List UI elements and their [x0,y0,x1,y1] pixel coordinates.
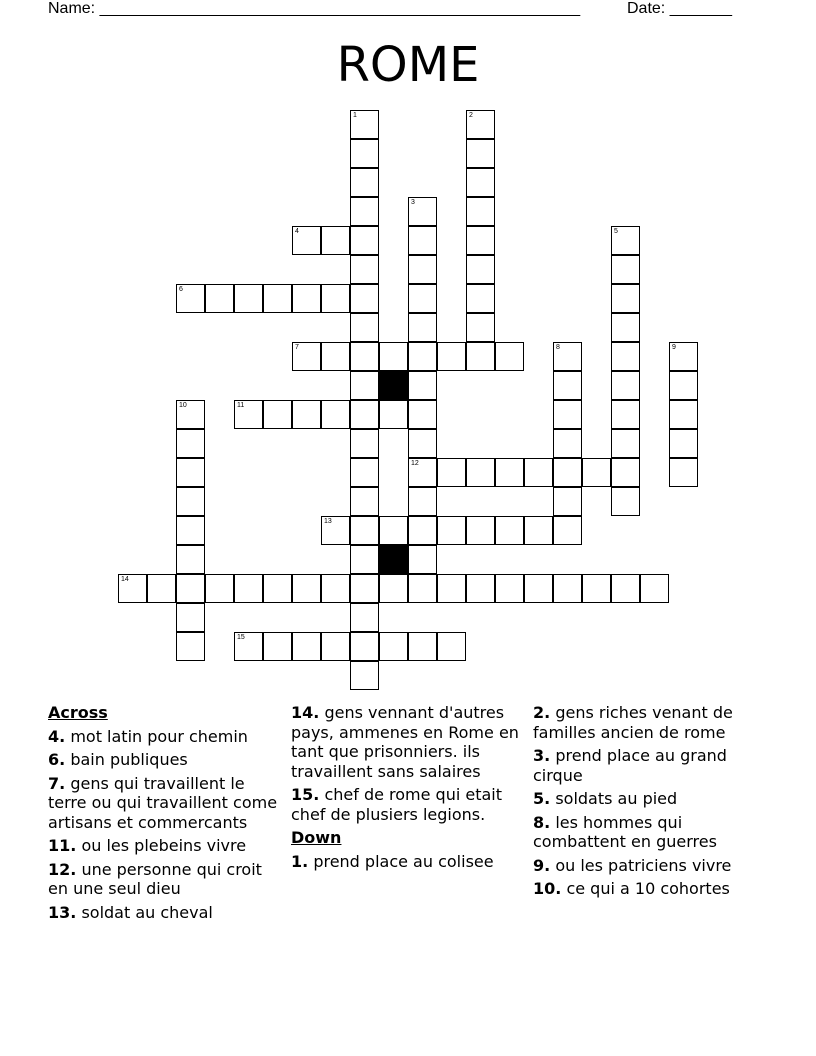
grid-cell[interactable] [611,313,640,342]
cell-number: 13 [324,518,332,525]
grid-cell[interactable] [611,226,640,255]
name-field: Name: ______________________________________________________ [48,0,581,17]
grid-cell[interactable] [611,255,640,284]
grid-cell[interactable] [176,603,205,632]
cell-number: 6 [179,286,183,293]
grid-cell[interactable] [408,197,437,226]
grid-cell[interactable] [292,574,321,603]
grid-cell[interactable] [466,139,495,168]
clue-down-8: 8. les hommes qui combattent en guerres [533,812,717,851]
clue-across-15: 15. chef de rome qui etait chef de plusiers legions. [291,785,503,824]
cell-number: 4 [295,228,299,235]
grid-cell[interactable] [321,516,350,545]
grid-cell[interactable] [321,226,350,255]
grid-cell[interactable] [176,487,205,516]
cell-number: 9 [672,344,676,351]
grid-cell[interactable] [234,284,263,313]
grid-cell[interactable] [263,284,292,313]
clue-across-13: 13. soldat au cheval [48,902,213,922]
cell-number: 15 [237,634,245,641]
grid-cell[interactable] [466,226,495,255]
grid-cell[interactable] [176,429,205,458]
cell-number: 10 [179,402,187,409]
grid-cell[interactable] [408,516,437,545]
grid-cell[interactable] [263,574,292,603]
grid-cell[interactable] [466,197,495,226]
grid-cell[interactable] [466,284,495,313]
grid-cell[interactable] [176,284,205,313]
grid-cell[interactable] [350,197,379,226]
grid-cell[interactable] [234,574,263,603]
grid-cell[interactable] [350,342,379,371]
grid-cell[interactable] [379,516,408,545]
clue-down-5: 5. soldats au pied [533,789,678,808]
grid-cell[interactable] [350,574,379,603]
grid-cell[interactable] [553,342,582,371]
grid-cell[interactable] [466,168,495,197]
clue-across-4: 4. mot latin pour chemin [48,726,248,746]
grid-cell[interactable] [408,226,437,255]
grid-cell[interactable] [350,516,379,545]
grid-cell[interactable] [350,661,379,690]
grid-cell[interactable] [495,458,524,487]
grid-cell[interactable] [437,342,466,371]
grid-cell[interactable] [611,400,640,429]
grid-cell[interactable] [553,516,582,545]
grid-cell[interactable] [147,574,176,603]
grid-cell[interactable] [350,458,379,487]
across-heading: Across [48,703,108,722]
grid-cell[interactable] [408,342,437,371]
grid-cell[interactable] [408,574,437,603]
grid-cell[interactable] [321,574,350,603]
grid-cell[interactable] [263,400,292,429]
grid-cell[interactable] [379,342,408,371]
clue-column-2 [291,703,526,875]
grid-cell[interactable] [292,284,321,313]
grid-cell[interactable] [437,458,466,487]
black-cell [379,545,408,574]
clue-across-6: 6. bain publiques [48,750,188,769]
grid-cell[interactable] [176,516,205,545]
grid-cell[interactable] [466,313,495,342]
grid-cell[interactable] [350,226,379,255]
grid-cell[interactable] [640,574,669,603]
grid-cell[interactable] [205,574,234,603]
grid-cell[interactable] [408,458,437,487]
grid-cell[interactable] [321,632,350,661]
grid-cell[interactable] [611,284,640,313]
grid-cell[interactable] [611,371,640,400]
grid-cell[interactable] [611,458,640,487]
cell-number: 8 [556,344,560,351]
grid-cell[interactable] [263,632,292,661]
grid-cell[interactable] [437,632,466,661]
grid-cell[interactable] [582,458,611,487]
grid-cell[interactable] [292,342,321,371]
grid-cell[interactable] [408,429,437,458]
grid-cell[interactable] [234,632,263,661]
grid-cell[interactable] [408,313,437,342]
grid-cell[interactable] [350,313,379,342]
grid-cell[interactable] [466,255,495,284]
grid-cell[interactable] [524,574,553,603]
clue-down-3: 3. prend place au grand cirque [533,746,727,785]
grid-cell[interactable] [321,400,350,429]
grid-cell[interactable] [350,110,379,139]
cell-number: 2 [469,112,473,119]
grid-cell[interactable] [292,226,321,255]
grid-cell[interactable] [611,487,640,516]
grid-cell[interactable] [466,342,495,371]
grid-cell[interactable] [350,284,379,313]
grid-cell[interactable] [176,458,205,487]
grid-cell[interactable] [408,400,437,429]
clue-across-7: 7. gens qui travaillent le terre ou qui travaillent come artisans et commercants [48,773,278,832]
grid-cell[interactable] [350,371,379,400]
grid-cell[interactable] [553,400,582,429]
cell-number: 1 [353,112,357,119]
grid-cell[interactable] [118,574,147,603]
grid-cell[interactable] [466,458,495,487]
clue-down-2: 2. gens riches venant de familles ancien de rome [533,703,733,742]
grid-cell[interactable] [553,458,582,487]
grid-cell[interactable] [176,400,205,429]
grid-cell[interactable] [466,516,495,545]
grid-cell[interactable] [437,574,466,603]
grid-cell[interactable] [669,371,698,400]
date-field: Date: _______ [627,0,732,17]
grid-cell[interactable] [292,400,321,429]
clue-down-9: 9. ou les patriciens vivre [533,855,732,875]
grid-cell[interactable] [350,632,379,661]
grid-cell[interactable] [350,139,379,168]
grid-cell[interactable] [408,545,437,574]
grid-cell[interactable] [408,255,437,284]
grid-cell[interactable] [350,603,379,632]
clue-down-10: 10. ce qui a 10 cohortes [533,879,730,898]
grid-cell[interactable] [321,342,350,371]
grid-cell[interactable] [350,545,379,574]
grid-cell[interactable] [611,342,640,371]
grid-cell[interactable] [553,371,582,400]
grid-cell[interactable] [234,400,263,429]
cell-number: 3 [411,199,415,206]
grid-cell[interactable] [669,342,698,371]
grid-cell[interactable] [524,458,553,487]
clue-column-3 [533,703,768,903]
down-heading: Down [291,828,342,847]
cell-number: 11 [237,402,245,409]
black-cell [379,371,408,400]
grid-cell[interactable] [524,516,553,545]
grid-cell[interactable] [466,110,495,139]
grid-cell[interactable] [408,487,437,516]
grid-cell[interactable] [350,168,379,197]
grid-cell[interactable] [350,255,379,284]
grid-cell[interactable] [582,574,611,603]
grid-cell[interactable] [408,371,437,400]
grid-cell[interactable] [321,284,350,313]
cell-number: 5 [614,228,618,235]
clue-across-14: 14. gens vennant d'autres pays, ammenes en Rome en tant que prisonniers. ils travaillent sans salaires [291,703,519,781]
grid-cell[interactable] [379,574,408,603]
grid-cell[interactable] [611,429,640,458]
grid-cell[interactable] [437,516,466,545]
grid-cell[interactable] [176,545,205,574]
grid-cell[interactable] [408,284,437,313]
cell-number: 12 [411,460,419,467]
grid-cell[interactable] [669,458,698,487]
grid-cell[interactable] [495,516,524,545]
grid-cell[interactable] [669,400,698,429]
grid-cell[interactable] [553,429,582,458]
grid-cell[interactable] [495,574,524,603]
grid-cell[interactable] [292,632,321,661]
cell-number: 7 [295,344,299,351]
grid-cell[interactable] [466,574,495,603]
clue-across-12: 12. une personne qui croit en une seul dieu [48,859,262,898]
grid-cell[interactable] [379,632,408,661]
grid-cell[interactable] [350,487,379,516]
grid-cell[interactable] [408,632,437,661]
grid-cell[interactable] [176,574,205,603]
grid-cell[interactable] [611,574,640,603]
grid-cell[interactable] [176,632,205,661]
grid-cell[interactable] [553,574,582,603]
grid-cell[interactable] [350,429,379,458]
clue-down-1: 1. prend place au colisee [291,851,494,871]
grid-cell[interactable] [205,284,234,313]
grid-cell[interactable] [553,487,582,516]
cell-number: 14 [121,576,129,583]
grid-cell[interactable] [495,342,524,371]
clue-column-1 [48,703,283,926]
grid-cell[interactable] [379,400,408,429]
page-title: ROME [336,37,480,93]
grid-cell[interactable] [669,429,698,458]
clue-across-11: 11. ou les plebeins vivre [48,836,247,855]
grid-cell[interactable] [350,400,379,429]
